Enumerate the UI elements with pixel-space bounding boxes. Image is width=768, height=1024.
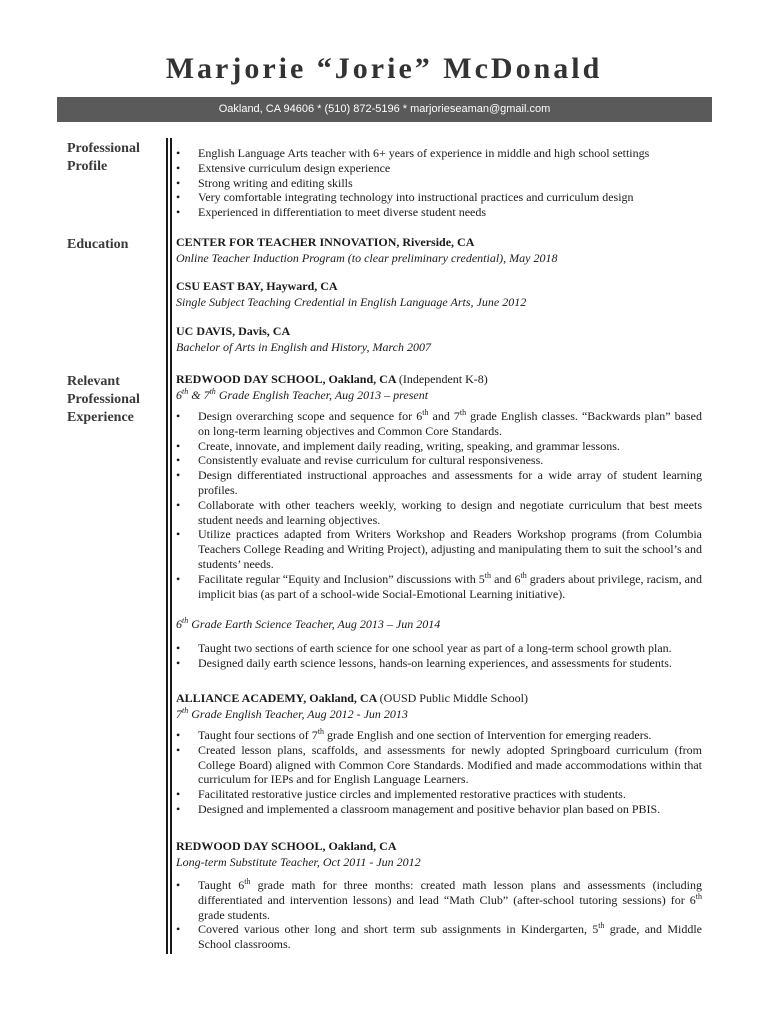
list-item: • English Language Arts teacher with 6+ years of experience in middle and high school settings (176, 146, 702, 161)
list-item: • Designed and implemented a classroom management and positive behavior plan based on PBIS. (176, 802, 702, 817)
experience-entry (176, 371, 702, 403)
list-item: • Covered various other long and short term sub assignments in Kindergarten, 5th grade, and Middle School classrooms. (176, 922, 702, 952)
list-item: • Taught two sections of earth science for one school year as part of a long-term school growth plan. (176, 641, 702, 656)
label-professional-profile: Professional Profile (67, 141, 140, 174)
degree-detail: Online Teacher Induction Program (to clear preliminary credential), May 2018 (176, 251, 558, 265)
experience-bullets (176, 409, 702, 601)
school-name: CENTER FOR TEACHER INNOVATION, Riverside, CA (176, 235, 475, 249)
education-entry (176, 234, 702, 266)
list-item: • Consistently evaluate and revise curriculum for cultural responsiveness. (176, 453, 702, 468)
resume-name: Marjorie “Jorie” McDonald (165, 52, 603, 85)
degree-detail: Single Subject Teaching Credential in English Language Arts, June 2012 (176, 295, 527, 309)
list-item: • Experienced in differentiation to meet diverse student needs (176, 205, 702, 220)
section-divider (170, 138, 172, 954)
experience-entry (176, 838, 702, 870)
list-item: • Collaborate with other teachers weekly, working to design and negotiate curriculum that best meets student needs and learning objectives. (176, 498, 702, 528)
list-item: • Create, innovate, and implement daily reading, writing, speaking, and grammar lessons. (176, 439, 702, 454)
job-title: Long-term Substitute Teacher, Oct 2011 - Jun 2012 (176, 855, 421, 869)
label-relevant-experience: Relevant Professional Experience (67, 374, 140, 425)
job-title: 7th Grade English Teacher, Aug 2012 - Jun 2013 (176, 706, 408, 721)
school-name: UC DAVIS, Davis, CA (176, 324, 291, 338)
list-item: • Design differentiated instructional approaches and assessments for a wide array of student learning profiles. (176, 468, 702, 498)
education-entry (176, 278, 702, 310)
experience-entry (176, 690, 702, 722)
contact-bar: Oakland, CA 94606 * (510) 872-5196 * marjorieseaman@gmail.com (57, 97, 712, 122)
list-item: • Designed daily earth science lessons, hands-on learning experiences, and assessments for students. (176, 656, 702, 671)
list-item: • Taught four sections of 7th grade English and one section of Intervention for emerging readers. (176, 728, 702, 743)
employer-name: REDWOOD DAY SCHOOL, Oakland, CA (Independent K-8) (176, 372, 488, 386)
list-item: • Facilitated restorative justice circles and implemented restorative practices with students. (176, 787, 702, 802)
job-title: 6th & 7th Grade English Teacher, Aug 2013 – present (176, 387, 429, 402)
employer-name: ALLIANCE ACADEMY, Oakland, CA (OUSD Public Middle School) (176, 691, 528, 705)
list-item: • Taught 6th grade math for three months: created math lesson plans and assessments (including differentiated and intervention lessons) and lead “Math Club” (after-school tutoring sessions) for 6th grade students. (176, 878, 702, 922)
employer-name: REDWOOD DAY SCHOOL, Oakland, CA (176, 839, 397, 853)
list-item: • Design overarching scope and sequence for 6th and 7th grade English classes. “Backwards plan” based on long-term learning objectives and Common Core Standards. (176, 409, 702, 439)
profile-section (176, 146, 702, 220)
school-name: CSU EAST BAY, Hayward, CA (176, 279, 338, 293)
list-item: • Facilitate regular “Equity and Inclusion” discussions with 5th and 6th graders about privilege, racism, and implicit bias (as part of a school-wide Social-Emotional Learning initiative). (176, 572, 702, 602)
experience-bullets (176, 641, 702, 671)
experience-bullets (176, 878, 702, 952)
list-item: • Strong writing and editing skills (176, 176, 702, 191)
degree-detail: Bachelor of Arts in English and History, March 2007 (176, 340, 431, 354)
list-item: • Extensive curriculum design experience (176, 161, 702, 176)
experience-bullets (176, 728, 702, 817)
list-item: • Very comfortable integrating technology into instructional practices and curriculum design (176, 190, 702, 205)
section-divider (166, 138, 168, 954)
list-item: • Created lesson plans, scaffolds, and assessments for newly adopted Springboard curriculum (from College Board) aligned with Common Core Standards. Modified and made accommodations within that curriculum for IEPs and for English Language Learners. (176, 743, 702, 787)
list-item: • Utilize practices adapted from Writers Workshop and Readers Workshop programs (from Columbia Teachers College Reading and Writing Project), adjusting and manipulating them to suit the school’s and students’ needs. (176, 527, 702, 571)
education-entry (176, 323, 702, 355)
job-title: 6th Grade Earth Science Teacher, Aug 2013 – Jun 2014 (176, 616, 441, 631)
label-education: Education (67, 237, 129, 252)
